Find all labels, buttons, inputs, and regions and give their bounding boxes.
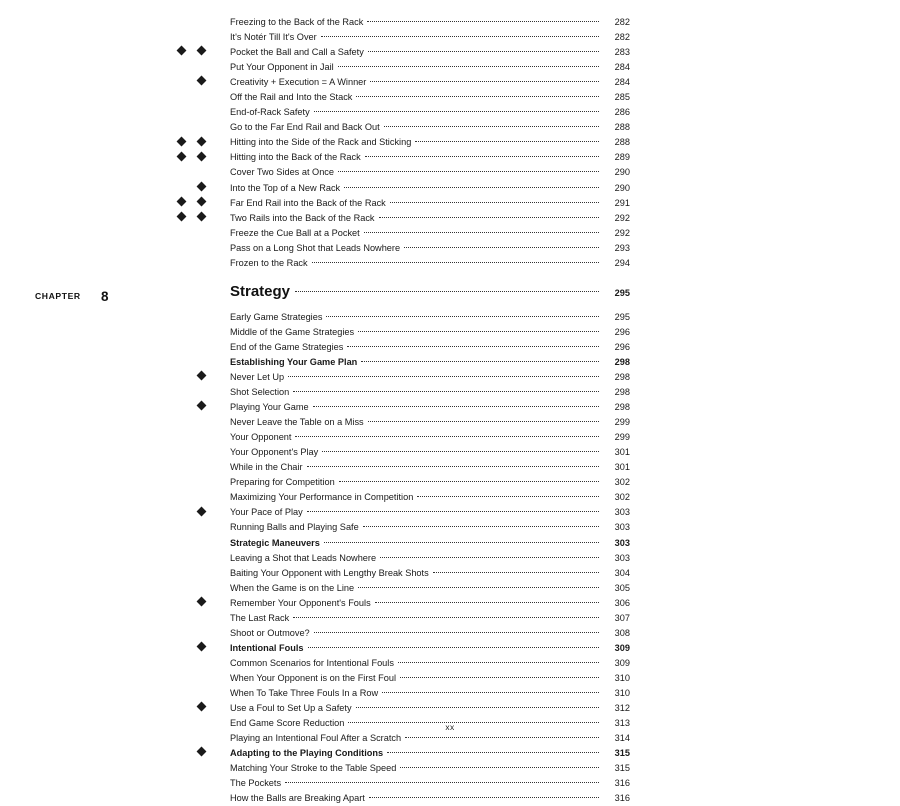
- toc-entry-page-number: 290: [614, 182, 630, 193]
- leader-dots: [295, 281, 599, 296]
- toc-entry-page-number: 294: [614, 257, 630, 268]
- leader-dots: [390, 195, 599, 206]
- toc-entry[interactable]: [230, 775, 630, 790]
- toc-entry[interactable]: [230, 610, 630, 625]
- leader-dots: [356, 700, 599, 711]
- toc-entry-label: The Pockets: [230, 778, 282, 789]
- toc-entry-page-number: 288: [614, 137, 630, 148]
- leader-dots: [384, 119, 599, 130]
- toc-entry[interactable]: [230, 580, 630, 595]
- toc-entry[interactable]: [230, 59, 630, 74]
- toc-entry-page-number: 302: [614, 492, 630, 503]
- toc-entry-label: Matching Your Stroke to the Table Speed: [230, 763, 397, 774]
- leader-dots: [417, 489, 599, 500]
- toc-entry-label: Your Pace of Play: [230, 507, 303, 518]
- leader-dots: [375, 595, 599, 606]
- toc-entry[interactable]: [230, 700, 630, 715]
- diamond-marker-icon: [197, 211, 207, 221]
- toc-entry-label: Far End Rail into the Back of the Rack: [230, 197, 386, 208]
- toc-entry[interactable]: [230, 89, 630, 104]
- toc-entry-page-number: 315: [614, 748, 630, 759]
- leader-dots: [398, 655, 599, 666]
- toc-entry-page-number: 298: [614, 371, 630, 382]
- toc-entry-page-number: 310: [614, 687, 630, 698]
- toc-entry[interactable]: [230, 384, 630, 399]
- leader-dots: [314, 104, 599, 115]
- toc-entry-page-number: 298: [614, 387, 630, 398]
- toc-entry[interactable]: [230, 670, 630, 685]
- diamond-marker-icon: [177, 196, 187, 206]
- toc-entry-page-number: 307: [614, 612, 630, 623]
- toc-entry[interactable]: [230, 164, 630, 179]
- leader-dots: [404, 240, 599, 251]
- toc-entry-page-number: 304: [614, 567, 630, 578]
- toc-entry[interactable]: [230, 444, 630, 459]
- toc-entry-label: End of the Game Strategies: [230, 341, 344, 352]
- leader-dots: [322, 444, 599, 455]
- toc-entry[interactable]: [230, 354, 630, 369]
- toc-entry-label: When the Game is on the Line: [230, 582, 355, 593]
- toc-entry-label: Remember Your Opponent's Fouls: [230, 597, 371, 608]
- toc-entry-page-number: 303: [614, 507, 630, 518]
- toc-entry-label: Establishing Your Game Plan: [230, 356, 358, 367]
- leader-dots: [321, 29, 599, 40]
- toc-entry-page-number: 306: [614, 597, 630, 608]
- leader-dots: [364, 225, 599, 236]
- toc-entry-page-number: 296: [614, 341, 630, 352]
- toc-entry-page-number: 314: [614, 733, 630, 744]
- toc-entry-label: Early Game Strategies: [230, 311, 323, 322]
- diamond-marker-icon: [177, 211, 187, 221]
- toc-entry-label: Pocket the Ball and Call a Safety: [230, 47, 364, 58]
- toc-entry[interactable]: [230, 565, 630, 580]
- toc-entry-label: Use a Foul to Set Up a Safety: [230, 703, 352, 714]
- toc-entry-label: Leaving a Shot that Leads Nowhere: [230, 552, 377, 563]
- leader-dots: [344, 180, 599, 191]
- leader-dots: [369, 790, 599, 801]
- toc-entry-label: Your Opponent: [230, 432, 292, 443]
- leader-dots: [380, 550, 599, 561]
- toc-entry-page-number: 292: [614, 212, 630, 223]
- toc-entry-page-number: 285: [614, 92, 630, 103]
- leader-dots: [367, 14, 599, 25]
- toc-entry-label: Creativity + Execution = A Winner: [230, 77, 367, 88]
- toc-entry-label: Your Opponent's Play: [230, 447, 319, 458]
- toc-entry-label: Hitting into the Side of the Rack and Sticking: [230, 137, 412, 148]
- toc-entry-label: Shot Selection: [230, 387, 290, 398]
- leader-dots: [361, 354, 599, 365]
- toc-entry-page-number: 301: [614, 462, 630, 473]
- leader-dots: [313, 399, 599, 410]
- leader-dots: [293, 384, 599, 395]
- leader-dots: [326, 309, 599, 320]
- leader-dots: [370, 74, 599, 85]
- toc-entry-label: Middle of the Game Strategies: [230, 326, 355, 337]
- toc-entry[interactable]: [230, 414, 630, 429]
- diamond-marker-icon: [197, 747, 207, 757]
- leader-dots: [324, 535, 599, 546]
- diamond-marker-icon: [197, 136, 207, 146]
- toc-entry-page-number: 313: [614, 718, 630, 729]
- toc-entry[interactable]: [230, 324, 630, 339]
- toc-entry[interactable]: [230, 44, 630, 59]
- toc-entry-page-number: 308: [614, 627, 630, 638]
- toc-entry-page-number: 301: [614, 447, 630, 458]
- toc-entry-page-number: 309: [614, 657, 630, 668]
- leader-dots: [382, 685, 599, 696]
- chapter-label: CHAPTER: [35, 290, 81, 301]
- leader-dots: [285, 775, 599, 786]
- diamond-marker-icon: [197, 401, 207, 411]
- toc-entry-page-number: 310: [614, 672, 630, 683]
- toc-entry-label: Adapting to the Playing Conditions: [230, 748, 384, 759]
- leader-dots: [433, 565, 599, 576]
- leader-dots: [288, 369, 599, 380]
- toc-entry-page-number: 315: [614, 763, 630, 774]
- toc-entry-label: Into the Top of a New Rack: [230, 182, 341, 193]
- toc-entry-page-number: 290: [614, 167, 630, 178]
- toc-entry-page-number: 291: [614, 197, 630, 208]
- toc-entry[interactable]: [230, 459, 630, 474]
- toc-entry-label: Strategic Maneuvers: [230, 537, 320, 548]
- toc-entry[interactable]: [230, 745, 630, 760]
- leader-dots: [307, 504, 599, 515]
- toc-entry[interactable]: [230, 134, 630, 149]
- toc-entry[interactable]: [230, 369, 630, 384]
- toc-entry-label: End Game Score Reduction: [230, 718, 345, 729]
- toc-entry[interactable]: [230, 255, 630, 270]
- leader-dots: [363, 519, 599, 530]
- toc-entry-label: Common Scenarios for Intentional Fouls: [230, 657, 394, 668]
- leader-dots: [312, 255, 599, 266]
- toc-entry-page-number: 305: [614, 582, 630, 593]
- toc-entry-label: Freezing to the Back of the Rack: [230, 17, 364, 27]
- toc-entry[interactable]: [230, 74, 630, 89]
- toc-entry[interactable]: [230, 29, 630, 44]
- leader-dots: [356, 89, 599, 100]
- leader-dots: [314, 625, 599, 636]
- toc-entry-label: Frozen to the Rack: [230, 257, 308, 268]
- leader-dots: [358, 580, 599, 591]
- diamond-marker-icon: [197, 642, 207, 652]
- toc-list-upper: [230, 14, 630, 270]
- toc-entry-page-number: 298: [614, 356, 630, 367]
- toc-entry[interactable]: [230, 730, 630, 745]
- leader-dots: [358, 324, 599, 335]
- diamond-marker-icon: [197, 181, 207, 191]
- toc-entry-page-number: 289: [614, 152, 630, 163]
- diamond-marker-icon: [197, 196, 207, 206]
- toc-entry[interactable]: [230, 504, 630, 519]
- page-folio: xx: [445, 722, 455, 732]
- toc-entry-label: Maximizing Your Performance in Competition: [230, 492, 414, 503]
- leader-dots: [415, 134, 599, 145]
- leader-dots: [379, 210, 599, 221]
- toc-entry-page-number: 316: [614, 778, 630, 789]
- toc-entry-label: It's Notér Till It's Over: [230, 32, 317, 43]
- toc-entry[interactable]: [230, 429, 630, 444]
- toc-entry-page-number: 284: [614, 62, 630, 73]
- toc-entry[interactable]: [230, 104, 630, 119]
- diamond-marker-icon: [197, 76, 207, 86]
- toc-entry[interactable]: [230, 790, 630, 805]
- toc-entry-page-number: 286: [614, 107, 630, 118]
- toc-entry[interactable]: [230, 119, 630, 134]
- toc-entry-page-number: 303: [614, 537, 630, 548]
- leader-dots: [365, 149, 599, 160]
- toc-entry[interactable]: [230, 655, 630, 670]
- leader-dots: [338, 59, 599, 70]
- toc-entry-label: Cover Two Sides at Once: [230, 167, 335, 178]
- toc-entry-label: Playing Your Game: [230, 402, 309, 413]
- diamond-marker-icon: [197, 596, 207, 606]
- toc-entry-label: While in the Chair: [230, 462, 303, 473]
- chapter-heading-row[interactable]: [35, 281, 630, 307]
- toc-entry-label: When To Take Three Fouls In a Row: [230, 687, 379, 698]
- toc-entry-label: Playing an Intentional Foul After a Scratch: [230, 733, 402, 744]
- toc-entry-label: Baiting Your Opponent with Lengthy Break Shots: [230, 567, 429, 578]
- toc-entry-page-number: 292: [614, 227, 630, 238]
- toc-entry-page-number: 299: [614, 432, 630, 443]
- toc-entry-label: Put Your Opponent in Jail: [230, 62, 334, 73]
- leader-dots: [347, 339, 599, 350]
- toc-entry-page-number: 283: [614, 47, 630, 58]
- leader-dots: [368, 414, 599, 425]
- toc-entry-page-number: 316: [614, 793, 630, 804]
- leader-dots: [338, 164, 599, 175]
- leader-dots: [295, 429, 599, 440]
- toc-entry[interactable]: [230, 240, 630, 255]
- toc-entry-label: When Your Opponent is on the First Foul: [230, 672, 396, 683]
- toc-entry-label: Go to the Far End Rail and Back Out: [230, 122, 380, 133]
- diamond-marker-icon: [177, 151, 187, 161]
- toc-entry[interactable]: [230, 14, 630, 29]
- toc-entry-page-number: 303: [614, 552, 630, 563]
- leader-dots: [400, 670, 599, 681]
- toc-entry-page-number: 282: [614, 17, 630, 27]
- diamond-marker-icon: [177, 136, 187, 146]
- toc-entry[interactable]: [230, 519, 630, 534]
- toc-entry[interactable]: [230, 625, 630, 640]
- leader-dots: [308, 640, 600, 651]
- toc-entry[interactable]: [230, 474, 630, 489]
- toc-entry-label: Running Balls and Playing Safe: [230, 522, 359, 533]
- leader-dots: [400, 760, 599, 771]
- leader-dots: [307, 459, 599, 470]
- toc-entry[interactable]: [230, 339, 630, 354]
- diamond-marker-icon: [177, 46, 187, 56]
- toc-entry[interactable]: [230, 535, 630, 550]
- toc-entry-label: Hitting into the Back of the Rack: [230, 152, 361, 163]
- toc-entry[interactable]: [230, 489, 630, 504]
- chapter-page-number: 295: [614, 287, 630, 298]
- toc-entry-label: Intentional Fouls: [230, 642, 304, 653]
- toc-entry-page-number: 303: [614, 522, 630, 533]
- toc-entry-page-number: 288: [614, 122, 630, 133]
- toc-entry[interactable]: [230, 399, 630, 414]
- toc-entry-label: Preparing for Competition: [230, 477, 335, 488]
- toc-entry[interactable]: [230, 685, 630, 700]
- toc-entry[interactable]: [230, 149, 630, 164]
- toc-entry[interactable]: [230, 180, 630, 195]
- leader-dots: [368, 44, 599, 55]
- toc-entry-page-number: 282: [614, 32, 630, 43]
- toc-entry-label: End-of-Rack Safety: [230, 107, 310, 118]
- toc-entry-label: Two Rails into the Back of the Rack: [230, 212, 375, 223]
- diamond-marker-icon: [197, 506, 207, 516]
- toc-entry[interactable]: [230, 595, 630, 610]
- diamond-marker-icon: [197, 702, 207, 712]
- toc-entry-page-number: 293: [614, 242, 630, 253]
- toc-entry-label: The Last Rack: [230, 612, 290, 623]
- toc-entry[interactable]: [230, 210, 630, 225]
- toc-entry-label: Off the Rail and Into the Stack: [230, 92, 353, 103]
- toc-entry-label: How the Balls are Breaking Apart: [230, 793, 365, 804]
- toc-entry[interactable]: [230, 195, 630, 210]
- toc-entry-page-number: 296: [614, 326, 630, 337]
- toc-entry-label: Freeze the Cue Ball at a Pocket: [230, 227, 360, 238]
- toc-entry-page-number: 302: [614, 477, 630, 488]
- toc-entry-page-number: 284: [614, 77, 630, 88]
- toc-entry-label: Never Let Up: [230, 371, 285, 382]
- diamond-marker-icon: [197, 46, 207, 56]
- toc-entry-label: Shoot or Outmove?: [230, 627, 310, 638]
- chapter-title: Strategy: [230, 282, 291, 300]
- chapter-number: 8: [101, 288, 109, 304]
- toc-entry-label: Pass on a Long Shot that Leads Nowhere: [230, 242, 401, 253]
- toc-entry-page-number: 298: [614, 402, 630, 413]
- leader-dots: [339, 474, 599, 485]
- toc-entry[interactable]: [230, 760, 630, 775]
- leader-dots: [293, 610, 599, 621]
- toc-entry-page-number: 309: [614, 642, 630, 653]
- diamond-marker-icon: [197, 151, 207, 161]
- toc-entry[interactable]: [230, 550, 630, 565]
- toc-entry-page-number: 295: [614, 311, 630, 322]
- toc-entry[interactable]: [230, 309, 630, 324]
- toc-entry[interactable]: [230, 640, 630, 655]
- leader-dots: [387, 745, 599, 756]
- toc-entry-page-number: 312: [614, 703, 630, 714]
- toc-entry-page-number: 299: [614, 417, 630, 428]
- toc-entry-label: Never Leave the Table on a Miss: [230, 417, 364, 428]
- diamond-marker-icon: [197, 371, 207, 381]
- toc-entry[interactable]: [230, 225, 630, 240]
